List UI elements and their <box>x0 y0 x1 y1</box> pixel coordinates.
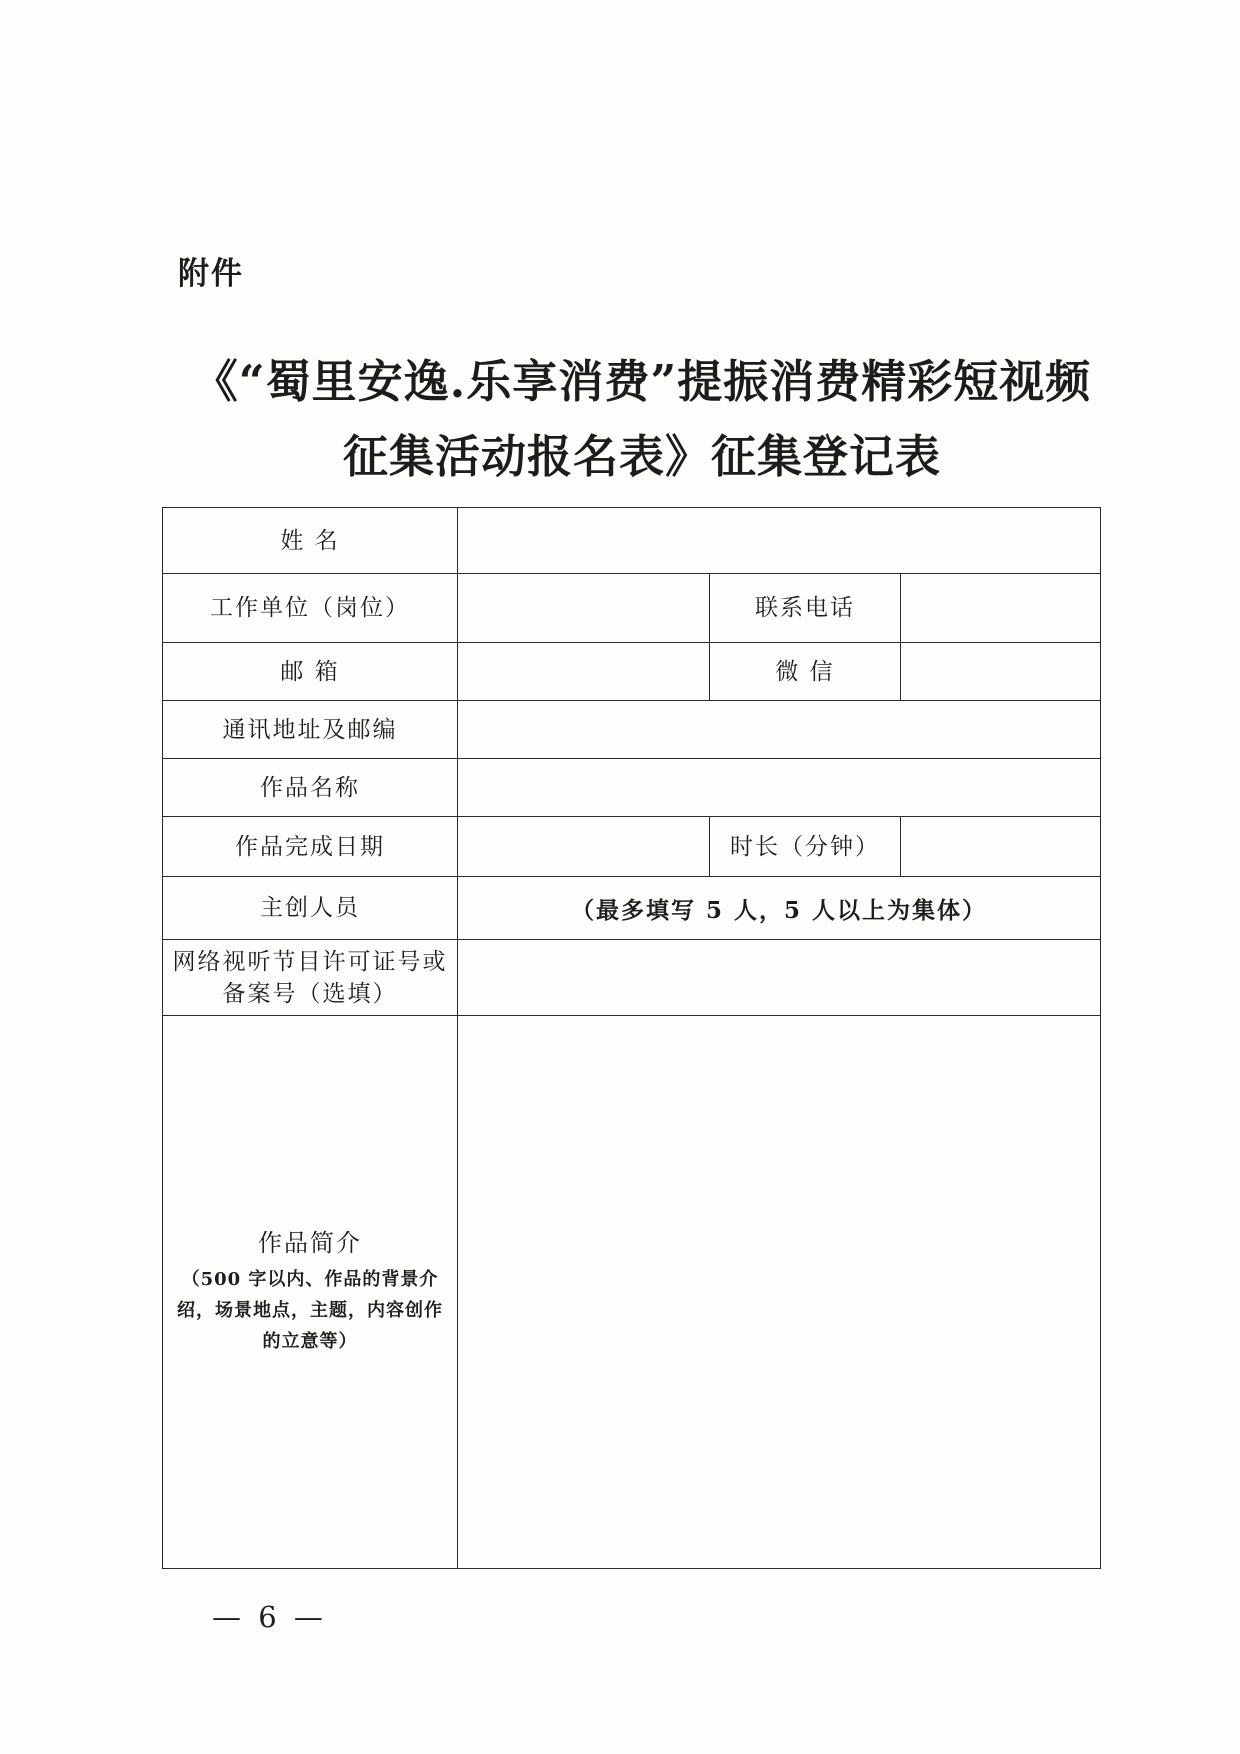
license-field[interactable] <box>458 940 1101 1016</box>
row-license <box>163 940 1101 1016</box>
work-name-label: 作品名称 <box>163 759 458 817</box>
address-label: 通讯地址及邮编 <box>163 701 458 759</box>
registration-form-table <box>162 507 1101 1569</box>
creators-field[interactable]: （最多填写 5 人，5 人以上为集体） <box>458 877 1101 940</box>
document-title-line2: 征集活动报名表》征集登记表 <box>342 430 941 483</box>
wechat-label: 微 信 <box>710 643 901 701</box>
row-intro <box>163 1016 1101 1569</box>
wechat-field[interactable] <box>901 643 1101 701</box>
name-field[interactable] <box>458 508 1101 574</box>
row-email <box>163 643 1101 701</box>
attachment-label: 附件 <box>178 256 244 292</box>
phone-field[interactable] <box>901 574 1101 643</box>
name-label: 姓 名 <box>163 508 458 574</box>
intro-field[interactable] <box>458 1016 1101 1569</box>
row-address <box>163 701 1101 759</box>
duration-field[interactable] <box>901 817 1101 877</box>
completion-date-field[interactable] <box>458 817 710 877</box>
page-number: — 6 — <box>212 1600 327 1634</box>
work-unit-label: 工作单位（岗位） <box>163 574 458 643</box>
intro-label-cell <box>163 1016 458 1569</box>
row-work-name <box>163 759 1101 817</box>
work-unit-field[interactable] <box>458 574 710 643</box>
intro-description: （500 字以内、作品的背景介绍，场景地点，主题，内容创作的立意等） <box>177 1268 443 1352</box>
work-name-field[interactable] <box>458 759 1101 817</box>
email-label: 邮 箱 <box>163 643 458 701</box>
document-title-line1: 《“蜀里安逸.乐享消费”提振消费精彩短视频 <box>192 355 1092 408</box>
row-work-unit <box>163 574 1101 643</box>
row-name <box>163 508 1101 574</box>
row-creators <box>163 877 1101 940</box>
intro-label: 作品简介 <box>258 1228 362 1257</box>
phone-label: 联系电话 <box>710 574 901 643</box>
duration-label: 时长（分钟） <box>710 817 901 877</box>
address-field[interactable] <box>458 701 1101 759</box>
email-field[interactable] <box>458 643 710 701</box>
row-completion-date <box>163 817 1101 877</box>
completion-date-label: 作品完成日期 <box>163 817 458 877</box>
license-label: 网络视听节目许可证号或备案号（选填） <box>163 940 458 1016</box>
creators-label: 主创人员 <box>163 877 458 940</box>
